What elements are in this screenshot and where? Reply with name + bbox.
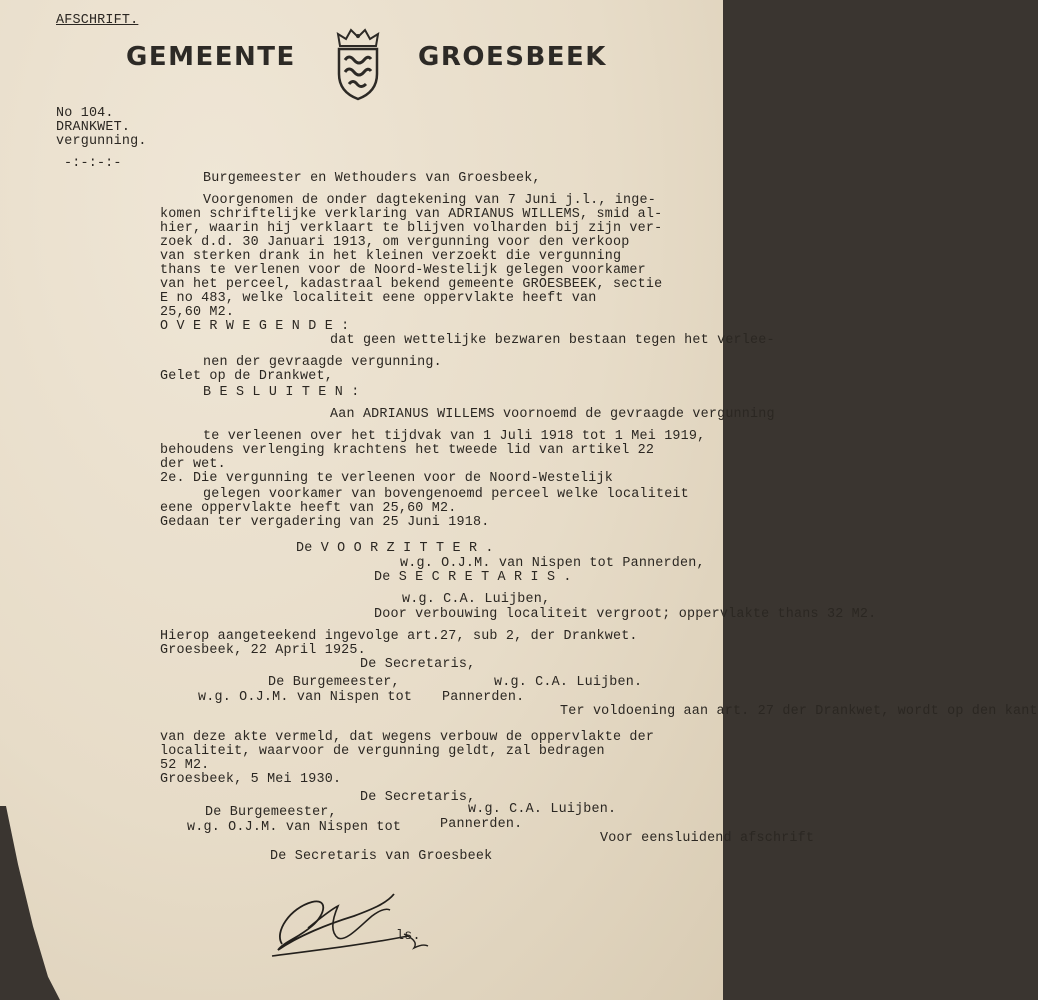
body-line: Groesbeek, 22 April 1925. xyxy=(160,643,366,658)
header-gemeente: GEMEENTE xyxy=(126,42,296,72)
body-line: E no 483, welke localiteit eene oppervlakte heeft van xyxy=(160,291,597,306)
body-line: van deze akte vermeld, dat wegens verbouw de oppervlakte der xyxy=(160,730,655,745)
body-line: Burgemeester en Wethouders van Groesbeek, xyxy=(203,171,541,186)
body-line: De Burgemeester, xyxy=(205,805,337,820)
body-line: Ter voldoening aan art. 27 der Drankwet, wordt op den kant xyxy=(560,704,1038,719)
body-line: w.g. C.A. Luijben. xyxy=(468,802,617,817)
body-line: eene oppervlakte heeft van 25,60 M2. xyxy=(160,501,457,516)
header-groesbeek: GROESBEEK xyxy=(418,42,607,72)
signature-suffix: ls. xyxy=(396,929,421,944)
body-line: behoudens verlenging krachtens het tweede lid van artikel 22 xyxy=(160,443,655,458)
reference-subject: DRANKWET. xyxy=(56,120,131,135)
body-line: Gedaan ter vergadering van 25 Juni 1918. xyxy=(160,515,490,530)
body-line: B E S L U I T E N : xyxy=(203,385,360,400)
body-line: komen schriftelijke verklaring van ADRIANUS WILLEMS, smid al- xyxy=(160,207,663,222)
body-line: De Burgemeester, xyxy=(268,675,400,690)
coat-of-arms-icon xyxy=(333,28,383,102)
body-line: 2e. Die vergunning te verleenen voor de Noord-Westelijk xyxy=(160,471,613,486)
body-line: Voor eensluidend afschrift xyxy=(600,831,815,846)
body-line: w.g. O.J.M. van Nispen tot Pannerden, xyxy=(400,556,705,571)
body-line: Pannerden. xyxy=(442,690,525,705)
body-line: Gelet op de Drankwet, xyxy=(160,369,333,384)
body-line: De Secretaris, xyxy=(360,790,476,805)
body-line: Groesbeek, 5 Mei 1930. xyxy=(160,772,342,787)
body-line: gelegen voorkamer van bovengenoemd perceel welke localiteit xyxy=(203,487,689,502)
body-line: van het perceel, kadastraal bekend gemeente GROESBEEK, sectie xyxy=(160,277,663,292)
body-line: w.g. C.A. Luijben, xyxy=(402,592,551,607)
body-line: De Secretaris, xyxy=(360,657,476,672)
body-line: Pannerden. xyxy=(440,817,523,832)
body-line: dat geen wettelijke bezwaren bestaan tegen het verlee- xyxy=(330,333,775,348)
body-line: w.g. C.A. Luijben. xyxy=(494,675,643,690)
body-line: localiteit, waarvoor de vergunning geldt, zal bedragen xyxy=(160,744,605,759)
body-line: O V E R W E G E N D E : xyxy=(160,319,350,334)
body-line: te verleenen over het tijdvak van 1 Juli 1918 tot 1 Mei 1919, xyxy=(203,429,706,444)
body-line: hier, waarin hij verklaart te blijven volharden bij zijn ver- xyxy=(160,221,663,236)
body-line: 52 M2. xyxy=(160,758,210,773)
body-line: Voorgenomen de onder dagtekening van 7 Juni j.l., inge- xyxy=(203,193,656,208)
body-line: thans te verlenen voor de Noord-Westelijk gelegen voorkamer xyxy=(160,263,646,278)
separator: -:-:-:- xyxy=(64,156,122,171)
body-line: van sterken drank in het kleinen verzoekt die vergunning xyxy=(160,249,622,264)
afschrift-label: AFSCHRIFT. xyxy=(56,13,139,28)
body-line: Hierop aangeteekend ingevolge art.27, sub 2, der Drankwet. xyxy=(160,629,638,644)
reference-number: No 104. xyxy=(56,106,114,121)
body-line: der wet. xyxy=(160,457,226,472)
body-line: De Secretaris van Groesbeek xyxy=(270,849,493,864)
body-line: De V O O R Z I T T E R . xyxy=(296,541,494,556)
handwritten-signature xyxy=(268,880,438,962)
body-line: De S E C R E T A R I S . xyxy=(374,570,572,585)
body-line: zoek d.d. 30 Januari 1913, om vergunning voor den verkoop xyxy=(160,235,630,250)
body-line: 25,60 M2. xyxy=(160,305,235,320)
body-line: nen der gevraagde vergunning. xyxy=(203,355,442,370)
body-line: Aan ADRIANUS WILLEMS voornoemd de gevraagde vergunning xyxy=(330,407,775,422)
body-line: w.g. O.J.M. van Nispen tot xyxy=(187,820,402,835)
body-line: w.g. O.J.M. van Nispen tot xyxy=(198,690,413,705)
reference-type: vergunning. xyxy=(56,134,147,149)
body-line: Door verbouwing localiteit vergroot; oppervlakte thans 32 M2. xyxy=(374,607,877,622)
